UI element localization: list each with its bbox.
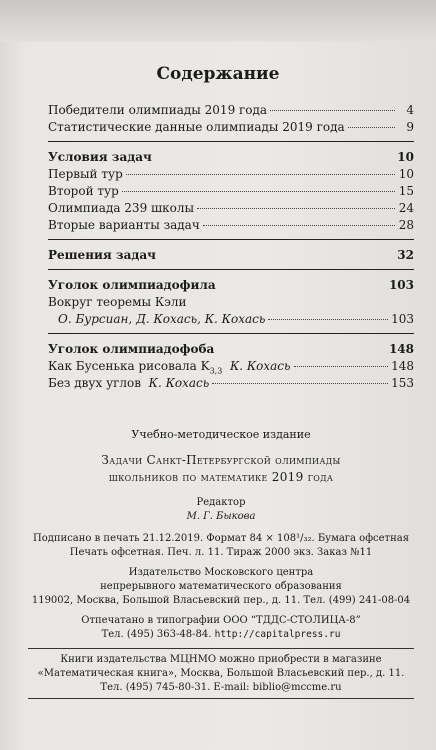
dot-leader <box>197 208 395 209</box>
toc-entry[interactable] <box>48 119 414 136</box>
book-title <box>28 452 414 486</box>
publisher-line: непрерывного математического образования <box>100 581 342 592</box>
toc-entry-title: Статистические данные олимпиады 2019 года <box>48 120 345 134</box>
toc-entry-title <box>48 375 209 392</box>
toc-entry-title: Победители олимпиады 2019 года <box>48 103 268 117</box>
imprint-block <box>28 428 414 699</box>
publisher-line: Издательство Московского центра <box>128 567 314 578</box>
toc-entry-page: 24 <box>398 201 414 215</box>
toc-entry[interactable] <box>48 200 414 217</box>
publisher-address: 119002, Москва, Большой Власьевский пер., д. 11. Тел. (499) 241-08-04 <box>31 595 411 606</box>
printer-line: Отпечатано в типографии ООО “ТДДС-СТОЛИЦА-8” <box>81 615 361 626</box>
toc-section[interactable] <box>48 149 414 166</box>
toc-entry-title: Вокруг теоремы Кэли <box>48 295 187 309</box>
toc-entry-title-main: Как Бусенька рисовала K <box>48 359 210 373</box>
dot-leader <box>348 127 395 128</box>
toc-section-page: 32 <box>397 248 414 262</box>
editor-name: М. Г. Быкова <box>186 511 256 522</box>
dot-leader <box>270 110 395 111</box>
print-details <box>28 532 414 560</box>
printer-url-link[interactable]: http://capitalpress.ru <box>214 629 341 640</box>
section-divider <box>48 141 414 142</box>
table-of-contents <box>48 102 414 392</box>
dot-leader <box>212 383 388 384</box>
toc-entry[interactable] <box>48 102 414 119</box>
shop-line: «Математическая книга», Москва, Большой Власьевский пер., д. 11. <box>37 668 405 679</box>
toc-entry-title: Олимпиада 239 школы <box>48 201 195 215</box>
toc-entry-page: 10 <box>398 167 414 181</box>
toc-entry-title-main: Без двух углов <box>48 376 142 390</box>
toc-section-title: Условия задач <box>48 150 152 164</box>
print-details-line: Печать офсетная. Печ. л. 11. Тираж 2000 экз. Заказ №11 <box>69 547 373 558</box>
toc-section-title: Уголок олимпиадофоба <box>48 342 215 356</box>
toc-entry-page: 28 <box>398 218 414 232</box>
printer-info <box>28 614 414 642</box>
toc-entry-title: Первый тур <box>48 167 123 181</box>
toc-section[interactable] <box>48 277 414 294</box>
toc-entry-page: 15 <box>398 184 414 198</box>
toc-entry[interactable] <box>48 217 414 234</box>
shop-box-bottom-rule <box>28 698 414 699</box>
editor-label: Редактор <box>196 497 246 508</box>
edition-kind: Учебно-методическое издание <box>131 428 311 441</box>
toc-entry-page: 153 <box>391 376 414 390</box>
toc-entry-authors-text: О. Бурсиан, Д. Кохась, К. Кохась <box>58 312 266 326</box>
publisher-info <box>28 566 414 608</box>
toc-entry-author: К. Кохась <box>148 376 210 390</box>
section-divider <box>48 333 414 334</box>
toc-entry-author: К. Кохась <box>229 359 291 373</box>
printer-contacts <box>28 628 414 642</box>
toc-section[interactable] <box>48 341 414 358</box>
shop-contacts: Тел. (495) 745-80-31. E-mail: biblio@mccme.ru <box>100 682 342 693</box>
shop-info <box>28 653 414 695</box>
page-title: Содержание <box>156 64 280 84</box>
toc-entry-authors[interactable] <box>48 311 414 328</box>
toc-entry-title: Второй тур <box>48 184 119 198</box>
toc-section-title: Решения задач <box>48 248 156 262</box>
printer-phone: Тел. (495) 363-48-84. <box>101 629 212 640</box>
dot-leader <box>126 174 395 175</box>
toc-section-page: 10 <box>397 150 414 164</box>
dot-leader <box>203 225 395 226</box>
book-title-line: Задачи Санкт-Петербургской олимпиады <box>101 453 341 467</box>
toc-entry[interactable] <box>48 358 414 375</box>
toc-entry-title-subscript: 3,3 <box>209 366 223 376</box>
section-divider <box>48 269 414 270</box>
shop-box-top-rule <box>28 648 414 649</box>
toc-section-page: 148 <box>388 342 414 356</box>
toc-entry-title: Вторые варианты задач <box>48 218 200 232</box>
toc-entry[interactable] <box>48 294 414 311</box>
section-divider <box>48 239 414 240</box>
dot-leader <box>294 366 389 367</box>
dot-leader <box>268 319 388 320</box>
page-top-shadow <box>0 0 436 42</box>
dot-leader <box>122 191 395 192</box>
toc-entry-page: 148 <box>391 359 414 373</box>
toc-entry-page: 9 <box>406 120 414 134</box>
book-title-line: школьников по математике 2019 года <box>108 470 334 484</box>
toc-entry-page: 103 <box>391 312 414 326</box>
toc-entry[interactable] <box>48 183 414 200</box>
toc-section[interactable] <box>48 247 414 264</box>
shop-line: Книги издательства МЦНМО можно приобрести в магазине <box>60 654 382 665</box>
toc-section-page: 103 <box>388 278 414 292</box>
print-details-line: Подписано в печать 21.12.2019. Формат 84 × 108¹/₃₂. Бумага офсетная <box>32 533 410 544</box>
toc-entry-page: 4 <box>406 103 414 117</box>
toc-entry[interactable] <box>48 166 414 183</box>
toc-section-title: Уголок олимпиадофила <box>48 278 216 292</box>
